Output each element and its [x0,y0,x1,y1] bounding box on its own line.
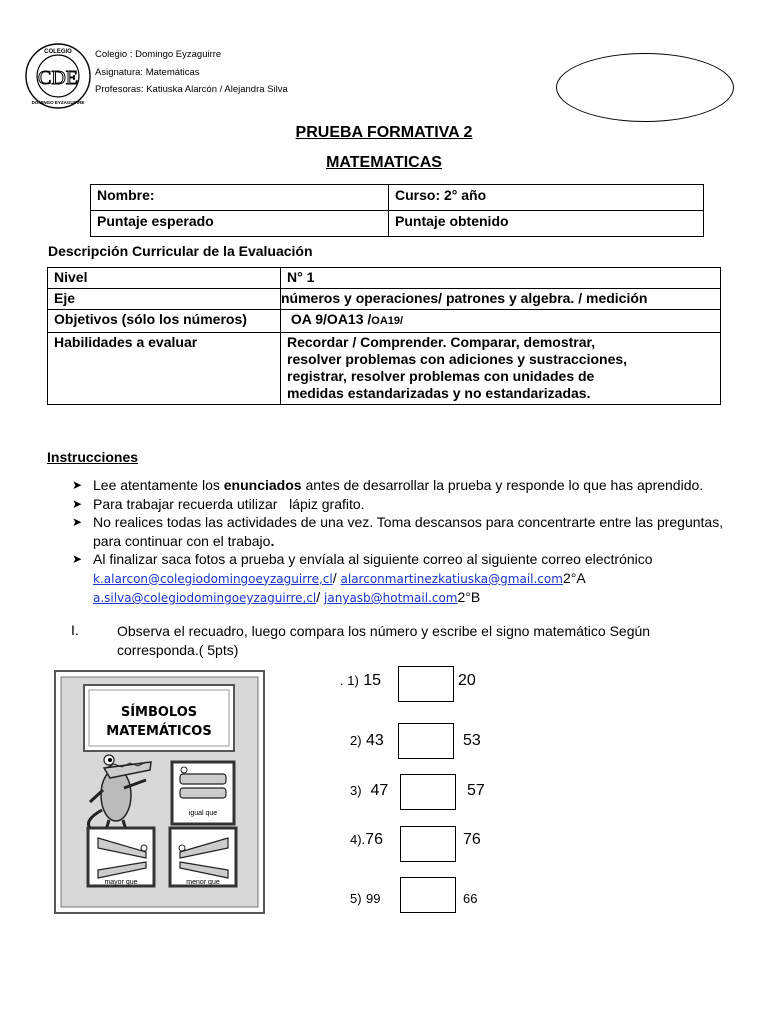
instruction-text: No realices todas las actividades de una vez. Toma descansos para concentrarte entre las preguntas, para continuar con el trabajo [93,514,724,549]
school-info [95,46,288,99]
arrow-bullet-icon: ➤ [72,496,83,511]
teachers: Profesoras: Katiuska Alarcón / Alejandra Silva [95,84,288,95]
instruction-item [72,495,732,514]
logo-ring-top: COLEGIO [44,49,72,55]
exercise-right-number: 57 [467,782,485,799]
answer-box[interactable] [398,666,454,702]
separator: / [332,569,341,586]
score-oval [556,53,734,122]
obtained-score-field[interactable]: Puntaje obtenido [389,211,704,237]
symbols-poster [54,670,265,914]
answer-box[interactable] [400,826,456,862]
answer-box[interactable] [400,774,456,810]
instruction-item [72,513,732,550]
school-name: Colegio : Domingo Eyzaguirre [95,49,222,60]
row-label: Nivel [48,268,281,289]
question-text: Observa el recuadro, luego compara los número y escribe el signo matemático Según corresponda.( 5pts) [117,623,651,658]
exercise-number: 3) [350,783,362,798]
page-subtitle: MATEMATICAS [326,154,442,171]
page-title: PRUEBA FORMATIVA 2 [295,124,473,141]
curriculum-heading: Descripción Curricular de la Evaluación [48,243,313,259]
label-mayor: mayor que [104,879,138,886]
separator: / [316,589,325,605]
poster-title-2: MATEMÁTICOS [106,724,212,739]
course-tag: 2°B [457,589,481,605]
email-link[interactable]: k.alarcon@colegiodomingoeyzaguirre,cl [93,571,333,586]
row-value: N° 1 [281,268,721,289]
exercise-left-number: 15 [363,672,382,689]
row-label: Objetivos (sólo los números) [48,310,281,333]
row-label: Habilidades a evaluar [48,333,281,405]
poster-title-1: SÍMBOLOS [120,705,198,720]
logo-initials: CDE [38,67,78,89]
exercise-number: 5) [350,891,362,906]
exercise-right-number [463,890,477,908]
exercise-left-number: 76 [365,831,383,848]
exercise-number: 2) [350,733,362,748]
instruction-item [72,476,732,495]
instruction-text: Al finalizar saca fotos a prueba y envíala al siguiente correo al siguiente correo electrónico [93,551,653,567]
exercise-right-value: 66 [463,891,478,906]
email-link[interactable]: alarconmartinezkatiuska@gmail.com [340,571,563,586]
instruction-text: antes de desarrollar la prueba y responde lo que has aprendido. [301,477,704,493]
exercise-left-number: 47 [370,782,389,799]
skills-value: Recordar / Comprender. Comparar, demostrar, resolver problemas con adiciones y sustracciones, registrar, resolver problemas con unidades de medidas estandarizadas y no estandarizadas. [287,334,628,401]
table-row [48,268,721,289]
row-value: números y operaciones/ patrones y algebra. / medición [281,289,721,310]
course-tag: 2°A [562,569,586,586]
label-menor: menor que [186,879,220,886]
expected-score-field: Puntaje esperado [91,211,389,237]
arrow-bullet-icon: ➤ [72,515,83,529]
school-logo [24,42,92,110]
instruction-dot: . [270,532,275,549]
subject: Asignatura: Matemáticas [95,66,200,78]
exercise-label [350,890,380,908]
exercise-right-number: 53 [463,732,481,749]
student-info-table [90,184,704,237]
instruction-text: Para trabajar recuerda utilizar lápiz grafito. [93,495,365,512]
label-igual: igual que [188,810,218,817]
exercise-right-number: 76 [463,831,481,848]
arrow-bullet-icon: ➤ [72,552,83,566]
exercise-label [340,672,381,690]
row-label: Eje [48,289,281,310]
curriculum-table [47,267,721,405]
instruction-bold: enunciados [223,477,302,493]
table-row [48,310,721,333]
exercise-label [350,732,384,750]
instructions-heading: Instrucciones [47,449,139,465]
exercise-label [350,831,383,849]
objectives-value: OA 9/OA13 / [287,311,372,327]
exercise-left-number: 99 [366,891,381,906]
objectives-small: OA19/ [371,315,404,327]
email-link[interactable]: a.silva@colegiodomingoeyzaguirre,cl [93,591,317,605]
name-field[interactable]: Nombre: [91,185,389,211]
email-link[interactable]: janyasb@hotmail.com [324,591,458,605]
course-field: Curso: 2° año [389,185,704,211]
instructions-list [72,476,732,608]
exercise-number: . 1) [340,673,359,688]
answer-box[interactable] [400,877,456,913]
answer-box[interactable] [398,723,454,759]
row-value [281,333,721,405]
exercise-label [350,782,388,800]
logo-ring-bottom: DOMINGO EYZAGUIRRE [31,100,85,105]
exercise-number: 4). [350,832,366,847]
exercise-right-number: 20 [458,672,476,689]
row-value [281,310,721,333]
table-row [48,333,721,405]
instruction-item [72,550,732,608]
arrow-bullet-icon: ➤ [72,478,83,492]
table-row [48,289,721,310]
exercise-left-number: 43 [366,732,384,749]
instruction-text: Lee atentamente los [93,477,224,493]
question-number: I. [71,622,79,638]
